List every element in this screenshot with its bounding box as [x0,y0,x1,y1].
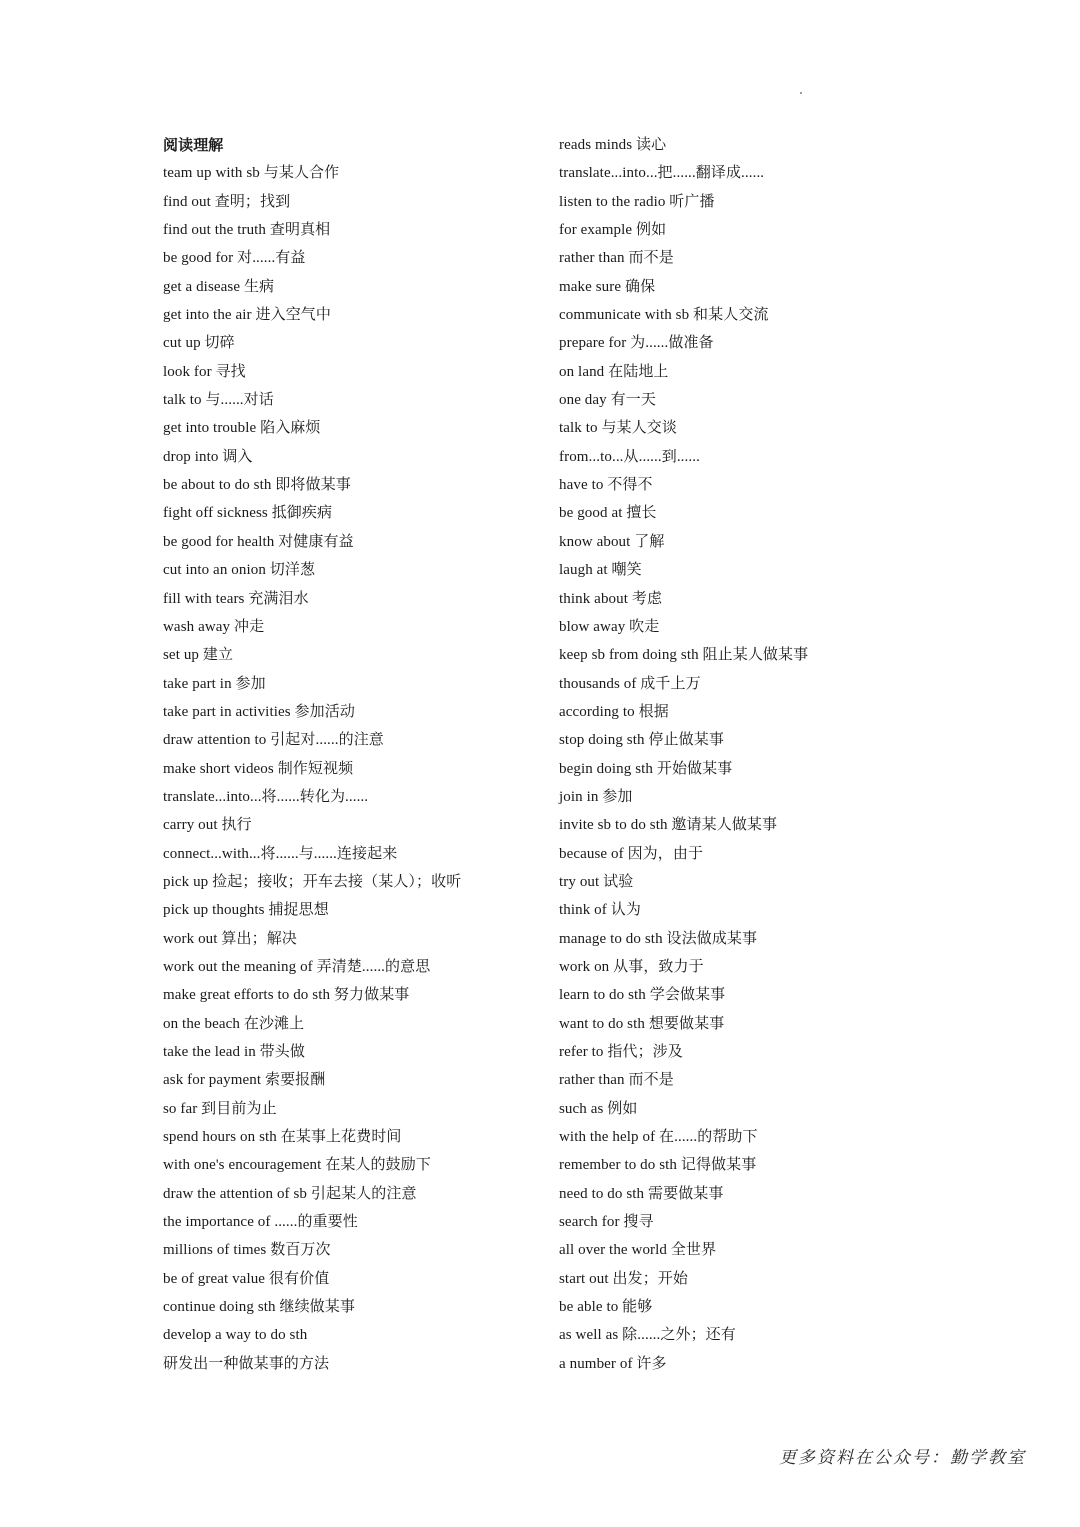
right-column-entry: on land 在陆地上 [559,363,669,380]
right-column-entry: according to 根据 [559,703,669,720]
left-column-entry: millions of times 数百万次 [163,1242,331,1259]
left-column-entry: get into trouble 陷入麻烦 [163,420,321,437]
section-heading: 阅读理解 [163,136,224,154]
left-column-entry: get into the air 进入空气中 [163,307,332,324]
left-column-entry: get a disease 生病 [163,278,275,295]
right-column-entry: learn to do sth 学会做某事 [559,987,726,1004]
left-column-entry: be about to do sth 即将做某事 [163,477,351,494]
right-column-entry: refer to 指代；涉及 [559,1044,683,1060]
right-column-entry: with the help of 在......的帮助下 [559,1129,758,1146]
right-column-entry: try out 试验 [559,873,634,890]
left-column-entry: with one's encouragement 在某人的鼓励下 [163,1157,431,1174]
left-column-entry: make short videos 制作短视频 [163,760,354,777]
left-column-entry: pick up thoughts 捕捉思想 [163,902,329,919]
right-column-entry: one day 有一天 [559,392,656,409]
left-column-entry: look for 寻找 [163,363,246,380]
right-column-entry: prepare for 为......做准备 [559,335,714,352]
right-column-entry: communicate with sb 和某人交流 [559,307,769,324]
right-column-entry: need to do sth 需要做某事 [559,1185,724,1202]
left-column-entry: spend hours on sth 在某事上花费时间 [163,1129,402,1146]
right-column-entry: start out 出发；开始 [559,1270,688,1287]
right-column-entry: laugh at 嘲笑 [559,562,642,579]
left-column-entry: fill with tears 充满泪水 [163,590,309,607]
right-column-entry: for example 例如 [559,222,667,239]
right-column-entry: work on 从事，致力于 [559,958,704,975]
left-column-entry: develop a way to do sth [163,1327,308,1344]
left-column-entry: take the lead in 带头做 [163,1044,305,1060]
footer-watermark: 更多资料在公众号：勤学教室 [779,1448,1026,1468]
right-column-entry: from...to...从......到...... [559,448,700,465]
right-column-entry: all over the world 全世界 [559,1242,717,1259]
left-column-entry: be good for health 对健康有益 [163,533,354,550]
left-column-entry: make great efforts to do sth 努力做某事 [163,987,410,1004]
right-column-entry: think of 认为 [559,902,641,919]
right-column-entry: make sure 确保 [559,278,656,295]
scan-speck [800,92,802,94]
right-column-entry: as well as 除......之外；还有 [559,1327,736,1344]
left-column-entry: be of great value 很有价值 [163,1270,330,1287]
right-column-entry: blow away 吹走 [559,618,660,635]
left-column-entry: wash away 冲走 [163,618,265,635]
right-column-entry: manage to do sth 设法做成某事 [559,930,758,947]
left-column-entry: be good for 对......有益 [163,250,306,267]
left-column-entry: cut up 切碎 [163,335,235,352]
right-column-entry: be able to 能够 [559,1299,653,1316]
left-column [163,131,583,1378]
right-column-entry: such as 例如 [559,1100,638,1117]
right-column-entry: think about 考虑 [559,590,663,607]
right-column-entry: know about 了解 [559,533,665,550]
right-column-entry: keep sb from doing sth 阻止某人做某事 [559,647,809,664]
right-column-entry: because of 因为，由于 [559,845,704,862]
left-column-entry: take part in 参加 [163,675,266,692]
left-column-entry: connect...with...将......与......连接起来 [163,845,398,862]
left-column-entry: fight off sickness 抵御疾病 [163,505,333,522]
right-column-entry: join in 参加 [559,788,633,805]
left-column-entry: ask for payment 索要报酬 [163,1072,326,1089]
left-column-entry: cut into an onion 切洋葱 [163,562,316,579]
right-column-entry: be good at 擅长 [559,505,657,522]
left-column-entry: work out 算出；解决 [163,930,297,947]
right-column-entry: thousands of 成千上万 [559,675,701,692]
right-column-entry: reads minds 读心 [559,137,667,153]
right-column-entry: a number of 许多 [559,1355,667,1372]
right-column-entry: rather than 而不是 [559,250,674,267]
right-column-entry: search for 搜寻 [559,1214,654,1231]
right-column-entry: begin doing sth 开始做某事 [559,760,733,777]
right-column-entry: talk to 与某人交谈 [559,420,677,437]
right-column [559,131,979,1378]
left-column-entry: so far 到目前为止 [163,1100,277,1117]
left-column-entry: find out the truth 查明真相 [163,222,331,239]
right-column-entry: remember to do sth 记得做某事 [559,1157,757,1174]
right-column-entry: stop doing sth 停止做某事 [559,732,724,749]
left-column-entry: take part in activities 参加活动 [163,703,355,720]
right-column-entry: rather than 而不是 [559,1072,674,1089]
right-column-entry: listen to the radio 听广播 [559,193,715,210]
left-column-entry: carry out 执行 [163,817,252,834]
left-column-entry: set up 建立 [163,647,234,664]
left-column-entry: team up with sb 与某人合作 [163,165,340,182]
left-column-entry: draw attention to 引起对......的注意 [163,732,384,749]
right-column-entry: invite sb to do sth 邀请某人做某事 [559,817,778,834]
left-column-entry: continue doing sth 继续做某事 [163,1299,355,1316]
left-column-entry: the importance of ......的重要性 [163,1214,358,1231]
left-column-entry: draw the attention of sb 引起某人的注意 [163,1185,417,1202]
left-column-entry: 研发出一种做某事的方法 [163,1355,330,1372]
left-column-entry: on the beach 在沙滩上 [163,1015,305,1032]
right-column-entry: have to 不得不 [559,477,653,494]
left-column-entry: find out 查明；找到 [163,193,291,210]
left-column-entry: talk to 与......对话 [163,392,274,409]
right-column-entry: want to do sth 想要做某事 [559,1015,725,1032]
left-column-entry: work out the meaning of 弄清楚......的意思 [163,958,431,975]
left-column-entry: translate...into...将......转化为...... [163,788,369,805]
left-column-entry: drop into 调入 [163,448,253,465]
right-column-entry: translate...into...把......翻译成...... [559,165,765,182]
left-column-entry: pick up 捡起；接收；开车去接（某人）；收听 [163,873,462,890]
